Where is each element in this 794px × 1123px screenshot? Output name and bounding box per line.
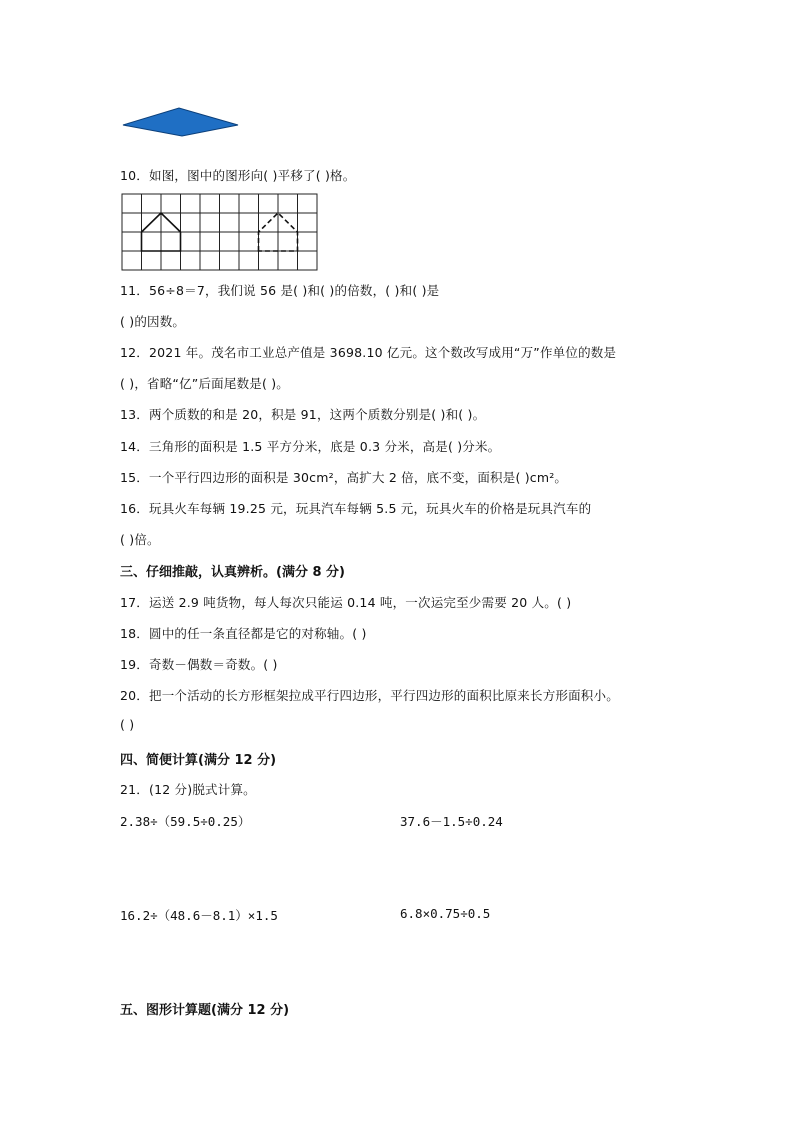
question-14: 14．三角形的面积是 1.5 平方分米，底是 0.3 分米，高是( )分米。 [120, 439, 501, 454]
question-16-line2: ( )倍。 [120, 532, 160, 547]
question-12-line2: ( )，省略“亿”后面尾数是( )。 [120, 376, 290, 391]
question-19: 19．奇数－偶数＝奇数。( ) [120, 657, 278, 672]
question-20-line1: 20．把一个活动的长方形框架拉成平行四边形，平行四边形的面积比原来长方形面积小。 [120, 688, 619, 703]
question-11-line1: 11．56÷8＝7，我们说 56 是( )和( )的倍数，( )和( )是 [120, 283, 440, 298]
question-10: 10．如图，图中的图形向( )平移了( )格。 [120, 168, 356, 183]
question-11-line2: ( )的因数。 [120, 314, 186, 329]
question-18: 18．圆中的任一条直径都是它的对称轴。( ) [120, 626, 367, 641]
question-15: 15．一个平行四边形的面积是 30cm²，高扩大 2 倍，底不变，面积是( )cm²。 [120, 470, 568, 485]
question-12-line1: 12．2021 年。茂名市工业总产值是 3698.10 亿元。这个数改写成用“万”作单位的数是 [120, 345, 617, 360]
question-13: 13．两个质数的和是 20，积是 91，这两个质数分别是( )和( )。 [120, 407, 486, 422]
expression-3: 16.2÷（48.6－8.1）×1.5 [120, 908, 278, 923]
expression-2: 37.6－1.5÷0.24 [400, 814, 503, 829]
question-21: 21．(12 分)脱式计算。 [120, 782, 256, 797]
question-16-line1: 16．玩具火车每辆 19.25 元，玩具汽车每辆 5.5 元，玩具火车的价格是玩具汽车的 [120, 501, 592, 516]
section-3-heading: 三、仔细推敲，认真辨析。(满分 8 分) [120, 565, 345, 580]
rhombus-shape [123, 108, 238, 136]
expression-1: 2.38÷（59.5÷0.25） [120, 814, 251, 829]
section-5-heading: 五、图形计算题(满分 12 分) [120, 1003, 290, 1018]
question-17: 17．运送 2.9 吨货物，每人每次只能运 0.14 吨，一次运完至少需要 20 人。( ) [120, 595, 572, 610]
question-20-line2: ( ) [120, 717, 135, 732]
translation-grid-figure [121, 193, 319, 273]
grid-lines [122, 194, 317, 270]
blue-rhombus-figure [120, 105, 244, 139]
expression-4: 6.8×0.75÷0.5 [400, 906, 491, 921]
section-4-heading: 四、简便计算(满分 12 分) [120, 753, 277, 768]
